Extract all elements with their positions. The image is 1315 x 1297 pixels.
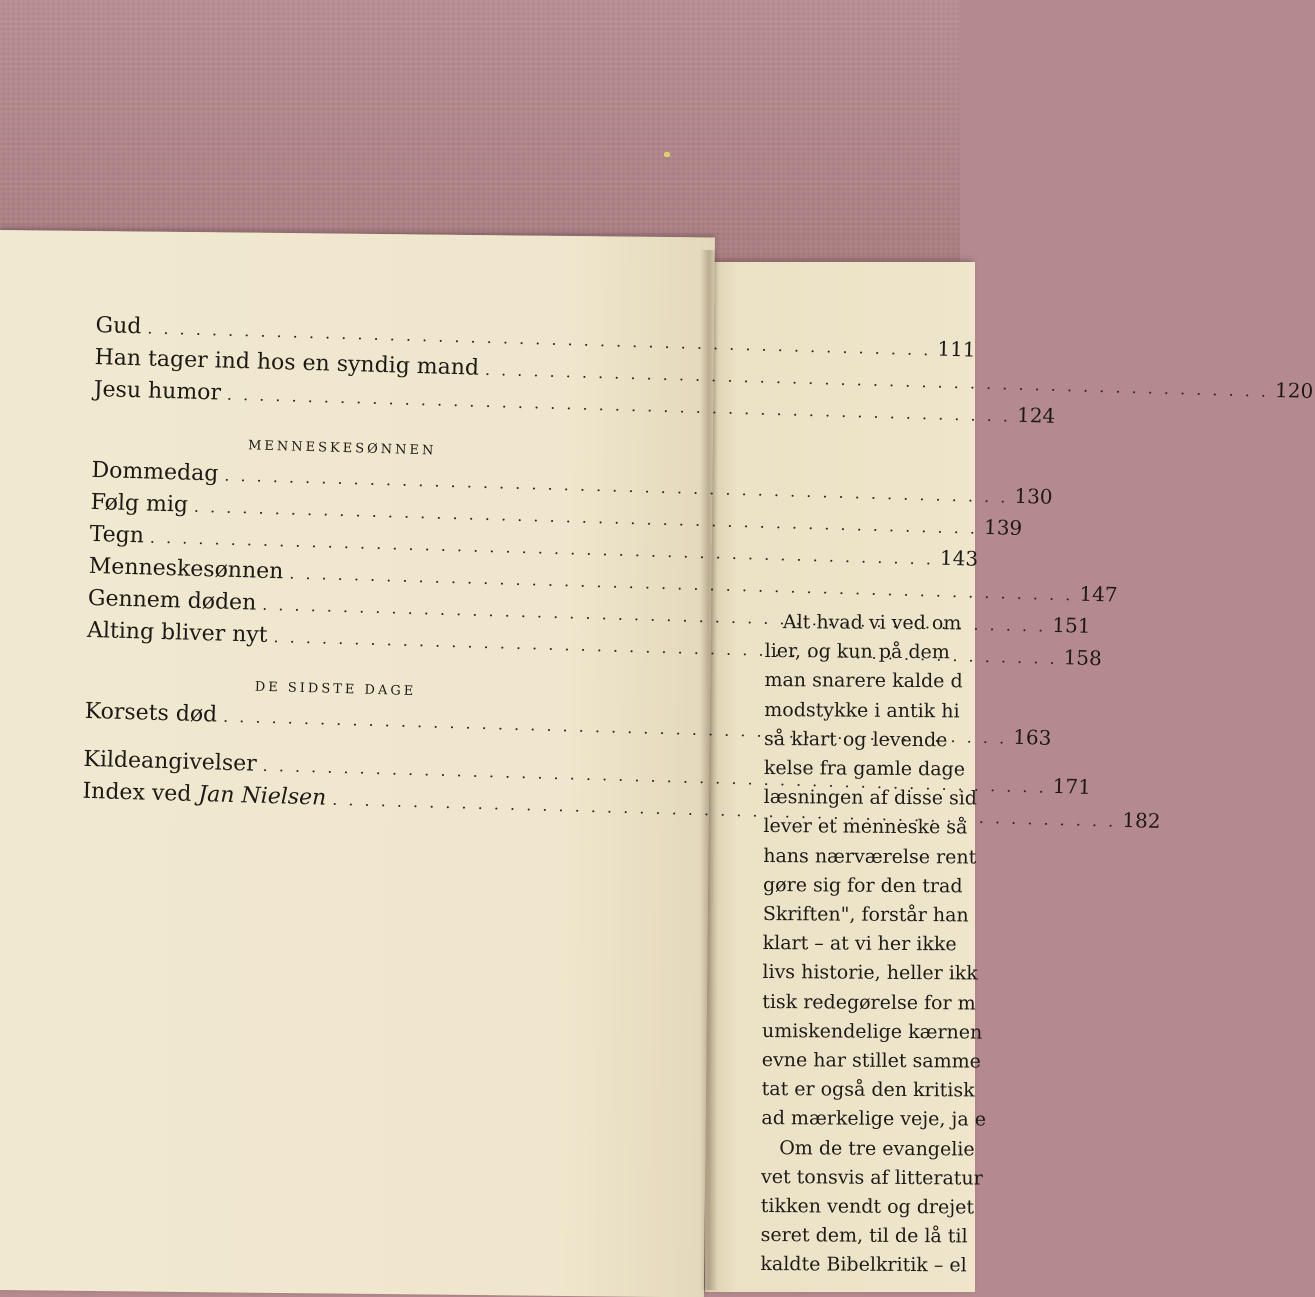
body-line: tat er også den kritisk — [761, 1078, 975, 1102]
toc-page-number: 158 — [1063, 645, 1103, 671]
body-line: tikken vendt og drejet — [760, 1195, 975, 1219]
section-heading: DE SIDSTE DAGE — [254, 679, 417, 700]
toc-title: Menneskesønnen — [88, 553, 284, 585]
toc-title: Dommedag — [91, 457, 219, 487]
body-line: ad mærkelige veje, ja e — [761, 1107, 987, 1132]
toc-title: Følg mig — [90, 489, 189, 518]
toc-page-number: 120 — [1274, 377, 1314, 404]
toc-page-number: 171 — [1052, 773, 1092, 799]
body-line: seret dem, til de lå til — [760, 1224, 968, 1248]
toc-page-number: 111 — [937, 336, 976, 362]
body-line: hans nærværelse rent — [763, 844, 977, 869]
toc-page-number: 130 — [1014, 483, 1053, 509]
body-line: kelse fra gamle dage — [763, 757, 966, 781]
toc-page-number: 143 — [939, 545, 979, 571]
body-line: man snarere kalde d — [764, 669, 963, 693]
body-line: Skriften", forstår han — [762, 903, 969, 927]
toc-title: Alting bliver nyt — [86, 617, 268, 648]
toc-title: Korsets død — [84, 698, 218, 728]
toc-page-number: 151 — [1051, 612, 1091, 638]
toc-title-author: Jan Nielsen — [198, 782, 327, 811]
body-line: evne har stillet samme — [761, 1049, 981, 1073]
toc-page-number: 147 — [1079, 581, 1118, 607]
body-line: tisk redegørelse for m — [762, 990, 976, 1015]
body-line: kaldte Bibelkritik – el — [760, 1253, 967, 1277]
body-line: lier, og kun på dem — [764, 640, 950, 664]
section-heading: MENNESKESØNNEN — [247, 438, 437, 459]
toc-page-number: 182 — [1121, 807, 1161, 833]
body-line: Om de tre evangelie — [779, 1136, 975, 1161]
toc-title: Tegn — [89, 521, 145, 549]
body-line: vet tonsvis af litteratur — [760, 1165, 983, 1190]
toc-title — [82, 777, 333, 814]
toc-page-number: 163 — [1012, 724, 1052, 750]
body-line: livs historie, heller ikk — [762, 961, 978, 985]
toc-title-prefix: Index ved — [82, 778, 199, 808]
toc-title: Han tager ind hos en syndig mand — [94, 344, 480, 381]
body-line: gøre sig for den trad — [762, 873, 963, 898]
body-line: modstykke i antik hi — [764, 698, 960, 722]
right-page-body-text — [760, 608, 995, 1281]
toc-title: Gennem døden — [87, 585, 257, 616]
toc-title: Jesu humor — [93, 376, 222, 406]
toc-title: Gud — [95, 312, 142, 340]
body-line: så klart og levende — [764, 727, 948, 752]
body-line: Alt hvad vi ved om — [782, 611, 962, 635]
toc-page-number: 139 — [983, 514, 1023, 540]
toc-page-number: 124 — [1016, 402, 1056, 428]
body-line: umiskendelige kærnen — [761, 1019, 983, 1044]
toc-title: Kildeangivelser — [83, 746, 258, 777]
lint-fleck — [664, 152, 670, 157]
body-line: klart – at vi her ikke — [762, 932, 957, 956]
body-line: lever et menneske så — [763, 815, 968, 839]
body-line: læsningen af disse sid — [763, 786, 978, 810]
